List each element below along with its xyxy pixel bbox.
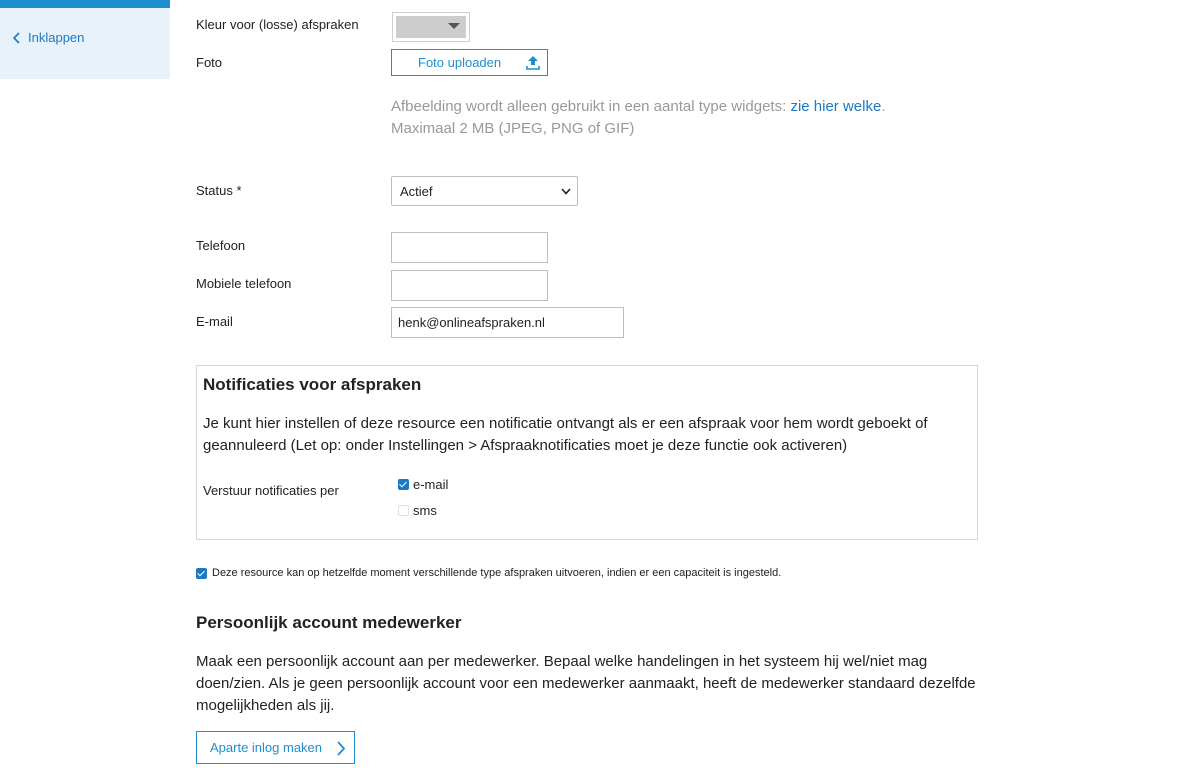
status-value: Actief xyxy=(400,183,433,199)
chevron-down-icon xyxy=(561,187,571,196)
email-input[interactable]: henk@onlineafspraken.nl xyxy=(391,307,624,338)
chevron-right-icon xyxy=(336,741,346,756)
multiple-types-checkbox[interactable] xyxy=(196,567,781,579)
checkbox-unchecked-icon xyxy=(398,505,409,516)
widgets-link[interactable]: zie hier welke xyxy=(790,98,882,115)
sidebar xyxy=(0,0,170,79)
checkbox-checked-icon xyxy=(196,568,207,579)
caret-down-icon xyxy=(448,23,460,29)
notifications-panel xyxy=(196,365,978,540)
notify-email-label: e-mail xyxy=(413,477,449,492)
upload-label: Foto uploaden xyxy=(418,55,502,70)
color-label: Kleur voor (losse) afspraken xyxy=(196,17,359,32)
status-label: Status * xyxy=(196,183,242,198)
photo-label: Foto xyxy=(196,55,223,70)
collapse-label: Inklappen xyxy=(28,30,85,45)
mobile-label: Mobiele telefoon xyxy=(196,276,292,291)
create-login-button[interactable] xyxy=(196,731,355,764)
upload-photo-button[interactable] xyxy=(391,49,548,76)
photo-help-text xyxy=(391,96,885,140)
help-text-1-end: . xyxy=(881,98,886,115)
create-login-label: Aparte inlog maken xyxy=(210,740,323,755)
account-section-title: Persoonlijk account medewerker xyxy=(196,613,462,632)
help-text-1: Afbeelding wordt alleen gebruikt in een aantal type widgets: xyxy=(391,98,791,115)
notify-email-checkbox[interactable] xyxy=(398,477,448,492)
notifications-title: Notificaties voor afspraken xyxy=(203,375,422,394)
phone-label: Telefoon xyxy=(196,238,246,253)
sidebar-accent-bar xyxy=(0,0,170,8)
help-text-2: Maximaal 2 MB (JPEG, PNG of GIF) xyxy=(391,120,635,137)
status-select[interactable] xyxy=(391,176,578,206)
multiple-types-label: Deze resource kan op hetzelfde moment verschillende type afspraken uitvoeren, indien er een capaciteit is ingesteld. xyxy=(212,567,782,579)
notifications-description: Je kunt hier instellen of deze resource een notificatie ontvangt als er een afspraak voor hem wordt geboekt of geannuleerd (Let op: onder Instellingen > Afspraaknotificaties moet je deze functie ook activeren) xyxy=(203,415,928,454)
notifications-send-label: Verstuur notificaties per xyxy=(203,483,339,498)
notify-sms-label: sms xyxy=(413,503,437,518)
email-label: E-mail xyxy=(196,314,233,329)
chevron-left-icon xyxy=(12,32,22,44)
checkbox-checked-icon xyxy=(398,479,409,490)
account-section-description: Maak een persoonlijk account aan per medewerker. Bepaal welke handelingen in het systeem hij wel/niet mag doen/zien. Als je geen persoonlijk account voor een medewerker aanmaakt, heeft de medewerker standaard dezelfde mogelijkheden als jij. xyxy=(196,653,976,714)
collapse-sidebar-button[interactable] xyxy=(12,30,84,45)
color-picker[interactable] xyxy=(392,12,470,42)
notify-sms-checkbox[interactable] xyxy=(398,503,437,518)
mobile-input[interactable] xyxy=(391,270,548,301)
upload-icon xyxy=(525,54,541,71)
phone-input[interactable] xyxy=(391,232,548,263)
